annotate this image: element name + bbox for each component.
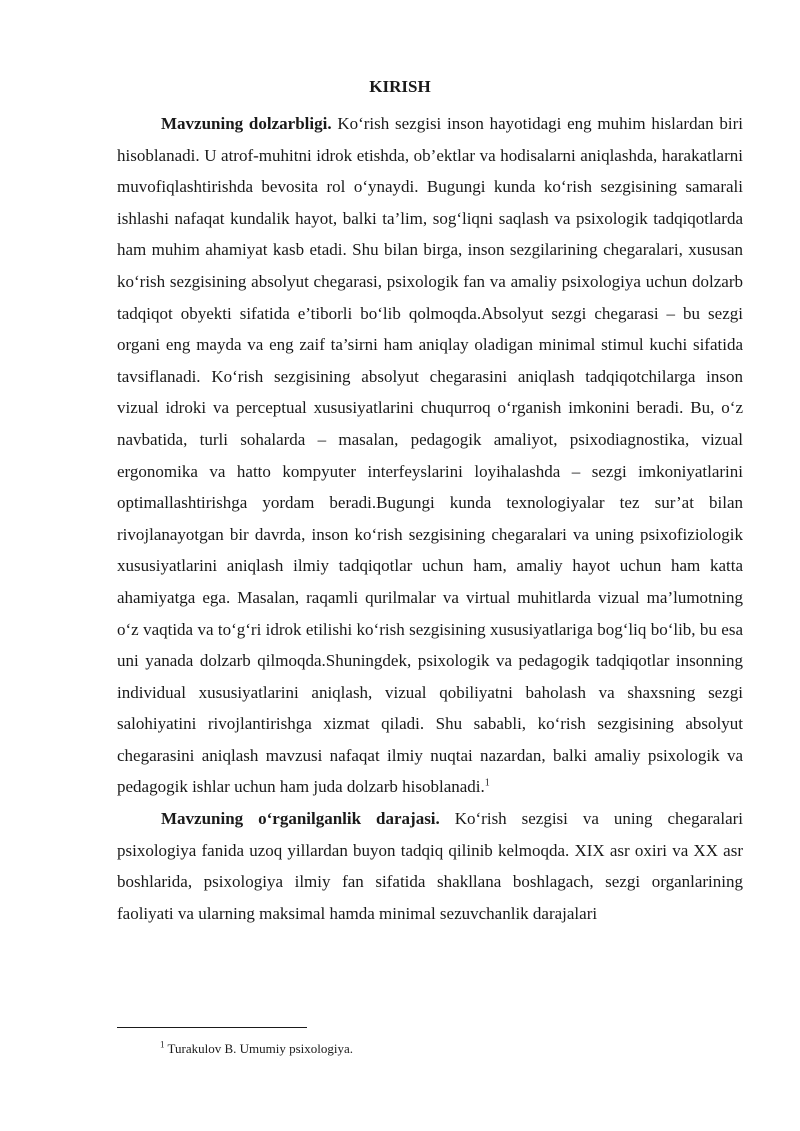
footnote — [160, 1040, 353, 1058]
paragraph-relevance — [117, 108, 743, 803]
paragraph-lead: Mavzuning o‘rganilganlik darajasi. — [161, 809, 440, 829]
paragraph-study-level — [117, 803, 743, 929]
body-text — [117, 108, 743, 929]
paragraph-lead: Mavzuning dolzarbligi. — [161, 114, 332, 133]
footnote-marker: 1 — [160, 1039, 165, 1050]
footnote-reference: 1 — [484, 777, 490, 789]
footnote-text: Turakulov B. Umumiy psixologiya. — [164, 1041, 354, 1056]
page-heading: KIRISH — [369, 77, 431, 96]
footnote-divider — [117, 1027, 307, 1028]
paragraph-text: Ko‘rish sezgisi inson hayotidagi eng muhim hislardan biri hisoblanadi. U atrof-muhitni idrok etishda, ob’ektlar va hodisalarni aniqlashda, harakatlarni muvofiqlashtirishda bevosita rol o‘ynaydi. Bugungi kunda ko‘rish sezgisining samarali ishlashi nafaqat kundalik hayot, balki ta’lim, sog‘liqni saqlash va psixologik tadqiqotlarda ham muhim ahamiyat kasb etadi. Shu bilan birga, inson sezgilarining chegaralari, xususan ko‘rish sezgisining absolyut chegarasi, psixologik fan va amaliy psixologiya uchun dolzarb tadqiqot obyekti sifatida e’tiborli bo‘lib qolmoqda.Absolyut sezgi chegarasi – bu sezgi organi eng mayda va eng zaif ta’sirni ham aniqlay oladigan minimal stimul kuchi sifatida tavsiflanadi. Ko‘rish sezgisining absolyut chegarasini aniqlash tadqiqotchilarga inson vizual idroki va perceptual xususiyatlarini chuqurroq o‘rganish imkonini beradi. Bu, o‘z navbatida, turli sohalarda – masalan, pedagogik amaliyot, psixodiagnostika, vizual ergonomika va hatto kompyuter interfeyslarini loyihalashda – sezgi imkoniyatlarini optimallashtirishga yordam beradi.Bugungi kunda texnologiyalar tez sur’at bilan rivojlanayotgan bir davrda, inson ko‘rish sezgisining chegaralari va uning psixofiziologik xususiyatlarini aniqlash ilmiy tadqiqotlar uchun ham, amaliy hayot uchun ham katta ahamiyatga ega. Masalan, raqamli qurilmalar va virtual muhitlarda vizual ma’lumotning o‘z vaqtida va to‘g‘ri idrok etilishi ko‘rish sezgisining xususiyatlariga bog‘liq bo‘lib, bu esa uni yanada dolzarb qilmoqda.Shuningdek, psixologik va pedagogik tadqiqotlar insonning individual xususiyatlarini aniqlash, vizual qobiliyatni baholash va shaxsning sezgi salohiyatini rivojlantirishga xizmat qiladi. Shu sababli, ko‘rish sezgisining absolyut chegarasini aniqlash mavzusi nafaqat ilmiy nuqtai nazardan, balki amaliy psixologik va pedagogik ishlar uchun ham juda dolzarb hisoblanadi. — [117, 114, 743, 797]
paragraph-text: Ko‘rish sezgisi va uning chegaralari psixologiya fanida uzoq yillardan buyon tadqiq qilinib kelmoqda. XIX asr oxiri va XX asr boshlarida, psixologiya ilmiy fan sifatida shakllana boshlagach, sezgi organlarining faoliyati va ularning maksimal hamda minimal sezuvchanlik darajalari — [117, 809, 743, 923]
